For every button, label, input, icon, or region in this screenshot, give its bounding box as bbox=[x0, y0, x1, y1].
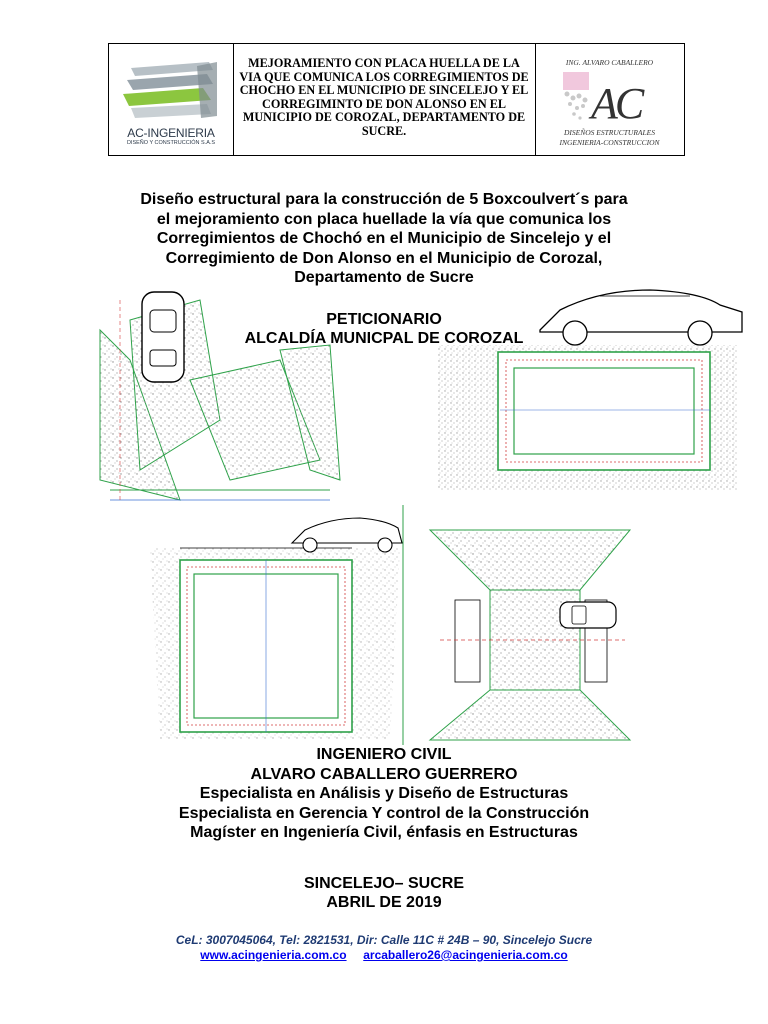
petitioner-block bbox=[200, 310, 568, 348]
engineer-specialty-2: Especialista en Gerencia Y control de la Construcción bbox=[178, 804, 590, 822]
brand-letters: AC bbox=[591, 79, 642, 128]
petitioner-label: PETICIONARIO bbox=[326, 311, 442, 328]
date: ABRIL DE 2019 bbox=[326, 894, 442, 911]
contact-line: CeL: 3007045064, Tel: 2821531, Dir: Calle 11C # 24B – 90, Sincelejo Sucre bbox=[175, 933, 593, 947]
engineer-degree: INGENIERO CIVIL bbox=[316, 746, 452, 763]
title-line: Diseño estructural para la construcción de 5 Boxcoulvert´s para bbox=[140, 191, 628, 208]
cross-section-bottom-left bbox=[150, 505, 403, 745]
engineer-specialty-1: Especialista en Análisis y Diseño de Estructuras bbox=[199, 785, 569, 803]
title-line: Corregimientos de Chochó en el Municipio de Sincelejo y el bbox=[156, 230, 612, 247]
engineer-name: ALVARO CABALLERO GUERRERO bbox=[250, 765, 518, 783]
company-name: AC-INGENIERIA bbox=[127, 126, 215, 140]
document-title bbox=[90, 190, 678, 288]
engineer-tag: ING. ALVARO CABALLERO bbox=[565, 58, 654, 67]
title-line: el mejoramiento con placa huellade la vía que comunica los bbox=[156, 210, 612, 228]
project-description: MEJORAMIENTO CON PLACA HUELLA DE LA VIA QUE COMUNICA LOS CORREGIMIENTOS DE CHOCHO EN EL MUNICIPIO DE SINCELEJO Y EL CORREGIMINTO DE DON ALONSO EN EL MUNICIPIO DE COROZAL, DEPARTAMENTO DE SUCRE. bbox=[239, 56, 529, 138]
brand-line-2: INGENIERIA-CONSTRUCCION bbox=[559, 138, 660, 147]
engineer-block bbox=[100, 745, 668, 843]
place: SINCELEJO– SUCRE bbox=[303, 875, 465, 892]
place-date-block bbox=[200, 874, 568, 912]
brand-line-1: DISEÑOS ESTRUCTURALES bbox=[563, 128, 656, 137]
website-link[interactable]: www.acingenieria.com.co bbox=[200, 948, 347, 962]
footer-contact bbox=[100, 933, 668, 963]
company-tagline: DISEÑO Y CONSTRUCCIÓN S.A.S bbox=[126, 140, 216, 146]
engineer-masters: Magíster en Ingeniería Civil, énfasis en Estructuras bbox=[190, 824, 578, 842]
title-line: Departamento de Sucre bbox=[294, 269, 474, 286]
plan-view-bottom-right bbox=[430, 530, 630, 740]
petitioner-name: ALCALDÍA MUNICPAL DE COROZAL bbox=[244, 330, 524, 347]
title-line: Corregimiento de Don Alonso en el Municipio de Corozal, bbox=[165, 249, 603, 267]
email-link[interactable]: arcaballero26@acingenieria.com.co bbox=[363, 948, 568, 962]
